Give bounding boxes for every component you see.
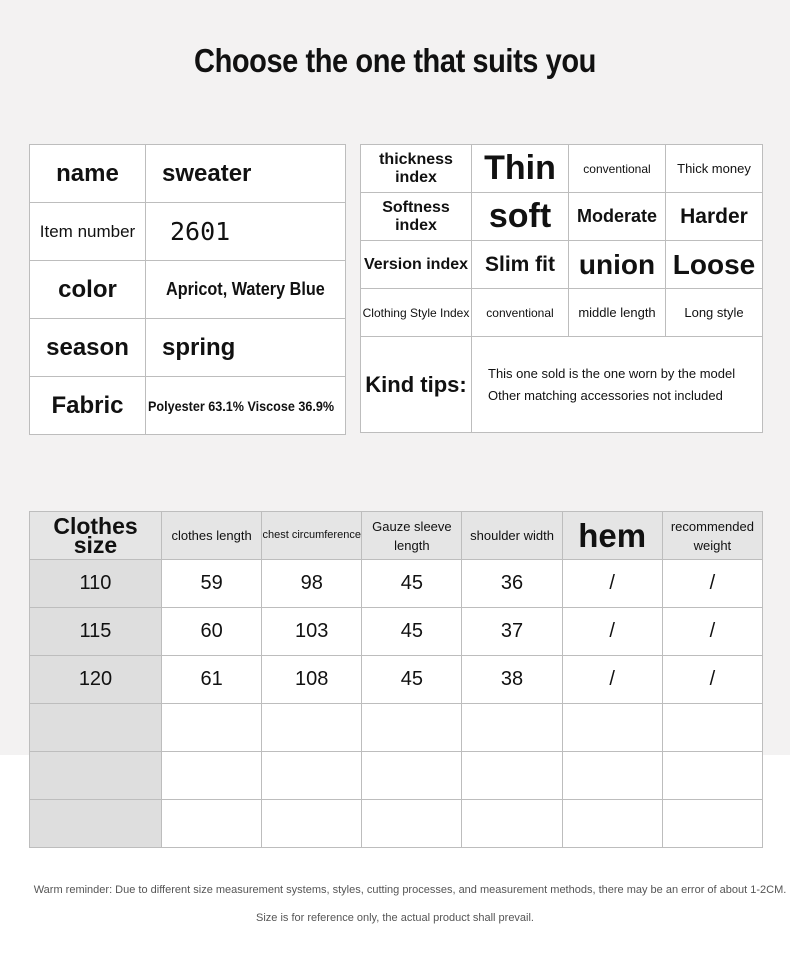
size-cell: 45 — [362, 608, 462, 656]
index-option: Thin — [472, 145, 569, 193]
size-cell: 59 — [162, 560, 262, 608]
empty-cell — [362, 800, 462, 848]
tips-label: Kind tips: — [361, 337, 472, 433]
empty-cell — [562, 752, 662, 800]
index-key: Softness index — [361, 193, 472, 241]
empty-cell — [662, 800, 762, 848]
size-header-cell: Gauze sleeve length — [362, 512, 462, 560]
tips-line: Other matching accessories not included — [488, 387, 723, 403]
empty-cell — [162, 704, 262, 752]
size-cell: 37 — [462, 608, 562, 656]
page-title: Choose the one that suits you — [194, 42, 596, 79]
size-cell: / — [662, 560, 762, 608]
index-option: conventional — [472, 289, 569, 337]
empty-cell — [362, 704, 462, 752]
warm-reminder-note: Warm reminder: Due to different size measurement systems, styles, cutting processes, and measurement methods, there may be an error of about 1-2CM. — [33, 884, 787, 896]
index-option: soft — [472, 193, 569, 241]
size-cell: / — [562, 560, 662, 608]
index-row — [361, 145, 763, 193]
empty-cell — [462, 704, 562, 752]
empty-cell — [262, 800, 362, 848]
empty-cell — [30, 752, 162, 800]
size-cell: / — [562, 656, 662, 704]
tips-line: This one sold is the one worn by the model — [488, 365, 736, 381]
index-row — [361, 289, 763, 337]
size-header-cell: clothes length — [162, 512, 262, 560]
index-key: thickness index — [361, 145, 472, 193]
index-row — [361, 241, 763, 289]
info-value-text: Polyester 63.1% Viscose 36.9% — [148, 397, 335, 414]
empty-cell — [362, 752, 462, 800]
info-row — [30, 203, 346, 261]
empty-cell — [462, 800, 562, 848]
index-option: Moderate — [569, 193, 666, 241]
size-cell: 115 — [30, 608, 162, 656]
info-value: sweater — [146, 145, 346, 203]
size-cell: 45 — [362, 560, 462, 608]
empty-cell — [162, 800, 262, 848]
size-cell: 45 — [362, 656, 462, 704]
reference-note: Size is for reference only, the actual product shall prevail. — [256, 912, 534, 924]
index-option: union — [569, 241, 666, 289]
empty-cell — [30, 800, 162, 848]
info-value: spring — [146, 319, 346, 377]
info-value: 2601 — [146, 203, 346, 261]
empty-row — [30, 800, 763, 848]
info-key: name — [30, 145, 146, 203]
empty-row — [30, 752, 763, 800]
size-cell: 110 — [30, 560, 162, 608]
size-cell: / — [662, 608, 762, 656]
size-cell: 98 — [262, 560, 362, 608]
tips-text — [472, 337, 763, 433]
size-cell: / — [662, 656, 762, 704]
size-cell: 60 — [162, 608, 262, 656]
table-row — [30, 656, 763, 704]
empty-cell — [562, 704, 662, 752]
index-option: Long style — [666, 289, 763, 337]
info-row — [30, 377, 346, 435]
index-option: Thick money — [666, 145, 763, 193]
size-header-cell: hem — [562, 512, 662, 560]
empty-cell — [662, 704, 762, 752]
size-header-cell: Clothes size — [30, 512, 162, 560]
product-info-table — [29, 144, 346, 435]
index-option: Loose — [666, 241, 763, 289]
size-cell: 38 — [462, 656, 562, 704]
info-key: Item number — [30, 203, 146, 261]
size-cell: / — [562, 608, 662, 656]
info-key: season — [30, 319, 146, 377]
info-value — [146, 261, 346, 319]
table-row — [30, 608, 763, 656]
product-index-table — [360, 144, 763, 433]
empty-cell — [462, 752, 562, 800]
size-cell: 61 — [162, 656, 262, 704]
empty-cell — [30, 704, 162, 752]
info-value — [146, 377, 346, 435]
info-key: Fabric — [30, 377, 146, 435]
size-cell: 108 — [262, 656, 362, 704]
size-cell: 36 — [462, 560, 562, 608]
table-row — [30, 560, 763, 608]
info-value-text: Apricot, Watery Blue — [166, 279, 325, 299]
index-key: Clothing Style Index — [361, 289, 472, 337]
size-header-cell: shoulder width — [462, 512, 562, 560]
size-cell: 120 — [30, 656, 162, 704]
empty-cell — [162, 752, 262, 800]
index-row — [361, 193, 763, 241]
empty-cell — [262, 752, 362, 800]
empty-cell — [562, 800, 662, 848]
size-header-cell: chest circumference — [262, 512, 362, 560]
tips-row — [361, 337, 763, 433]
size-cell: 103 — [262, 608, 362, 656]
info-row — [30, 261, 346, 319]
info-row — [30, 319, 346, 377]
info-row — [30, 145, 346, 203]
info-key: color — [30, 261, 146, 319]
empty-row — [30, 704, 763, 752]
index-option: middle length — [569, 289, 666, 337]
empty-cell — [262, 704, 362, 752]
size-chart-table — [29, 511, 763, 848]
index-option: conventional — [569, 145, 666, 193]
size-header-cell: recommended weight — [662, 512, 762, 560]
size-header-row — [30, 512, 763, 560]
index-option: Harder — [666, 193, 763, 241]
empty-cell — [662, 752, 762, 800]
index-key: Version index — [361, 241, 472, 289]
index-option: Slim fit — [472, 241, 569, 289]
